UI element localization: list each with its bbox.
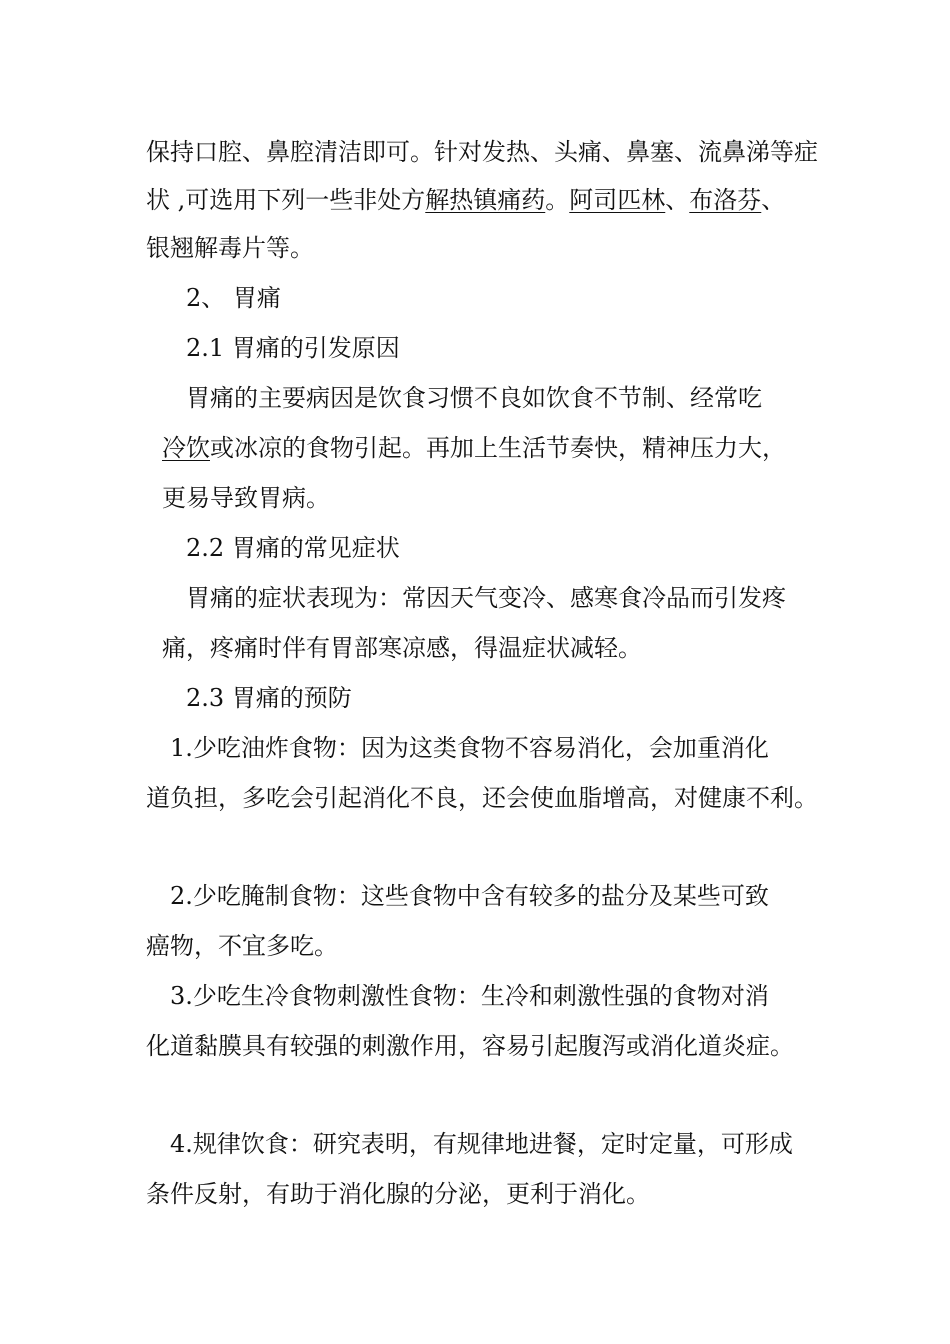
section-2-1-line-2-rest: 或冰凉的食物引起。再加上生活节奏快，精神压力大， — [210, 434, 786, 462]
section-2-1-heading: 2.1 胃痛的引发原因 — [186, 334, 400, 362]
link-cold-drinks[interactable]: 冷饮 — [162, 434, 210, 462]
intro-line-1: 保持口腔、鼻腔清洁即可。针对发热、头痛、鼻塞、流鼻涕等症 — [146, 138, 818, 166]
section-2-3-heading: 2.3 胃痛的预防 — [186, 684, 352, 712]
prevention-item-4-line-2: 条件反射，有助于消化腺的分泌，更利于消化。 — [146, 1180, 650, 1208]
section-2-1-line-1: 胃痛的主要病因是饮食习惯不良如饮食不节制、经常吃 — [186, 384, 762, 412]
prevention-item-2-line-1: 2.少吃腌制食物：这些食物中含有较多的盐分及某些可致 — [170, 882, 769, 910]
separator-period: 。 — [545, 186, 570, 214]
link-antipyretic-analgesic[interactable]: 解热镇痛药 — [425, 186, 546, 214]
link-aspirin[interactable]: 阿司匹林 — [569, 186, 666, 214]
separator-comma-1: 、 — [665, 186, 690, 214]
prevention-item-4-line-1: 4.规律饮食：研究表明，有规律地进餐，定时定量，可形成 — [170, 1130, 793, 1158]
section-2-2-line-1: 胃痛的症状表现为：常因天气变冷、感寒食冷品而引发疼 — [186, 584, 786, 612]
section-2-1-line-3: 更易导致胃病。 — [162, 484, 330, 512]
prevention-item-1-line-2: 道负担，多吃会引起消化不良，还会使血脂增高，对健康不利。 — [146, 784, 818, 812]
prevention-item-3-line-1: 3.少吃生冷食物刺激性食物：生冷和刺激性强的食物对消 — [170, 982, 769, 1010]
section-2-heading: 2、 胃痛 — [186, 284, 281, 312]
intro-line-2-prefix: 状 ,可选用下列一些非处方 — [146, 186, 426, 214]
intro-line-2 — [146, 184, 785, 216]
prevention-item-2-line-2: 癌物，不宜多吃。 — [146, 932, 338, 960]
section-2-2-heading: 2.2 胃痛的常见症状 — [186, 534, 400, 562]
link-ibuprofen[interactable]: 布洛芬 — [689, 186, 762, 214]
section-2-1-line-2 — [162, 432, 786, 464]
separator-comma-2: 、 — [761, 186, 786, 214]
prevention-item-3-line-2: 化道黏膜具有较强的刺激作用，容易引起腹泻或消化道炎症。 — [146, 1032, 794, 1060]
prevention-item-1-line-1: 1.少吃油炸食物：因为这类食物不容易消化，会加重消化 — [170, 734, 769, 762]
section-2-2-line-2: 痛，疼痛时伴有胃部寒凉感，得温症状减轻。 — [162, 634, 642, 662]
intro-line-3: 银翘解毒片等。 — [146, 234, 314, 262]
